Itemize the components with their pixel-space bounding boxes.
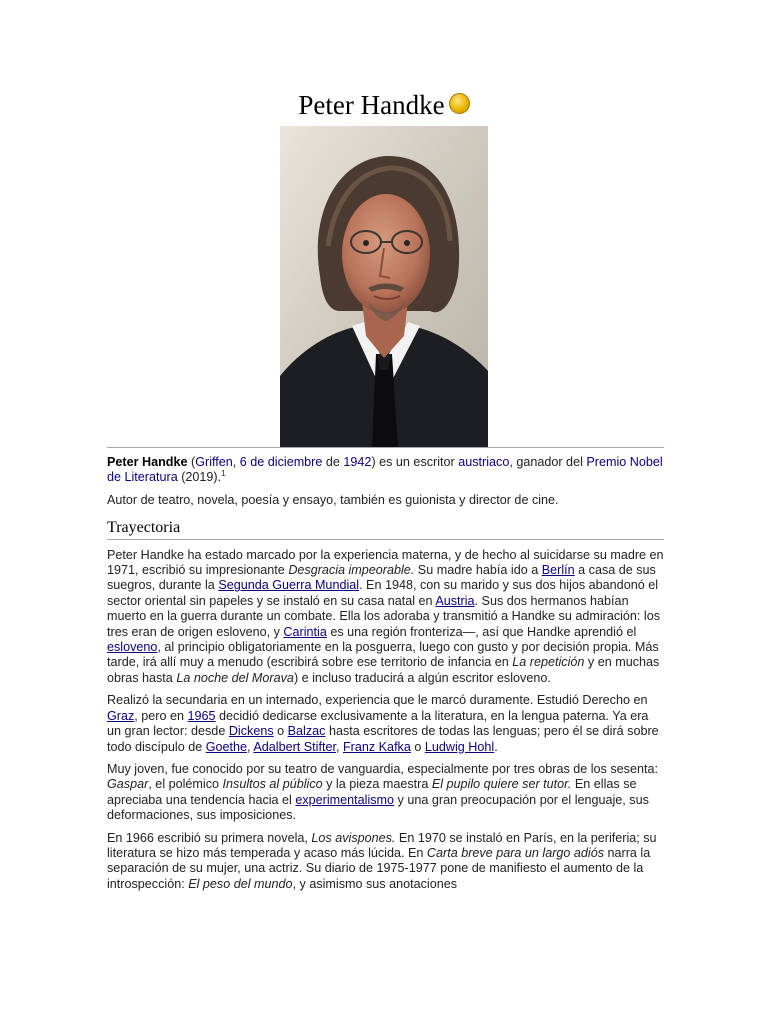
section-heading-trayectoria: Trayectoria [107, 520, 664, 539]
text-span: , al principio obligatoriamente en la posguerra, luego con gusto y por decisión propia. Más tarde, irá allí muy a menudo (escribirá sobre ese territorio de infancia en [107, 640, 659, 670]
text-span: Muy joven, fue conocido por su teatro de vanguardia, especialmente por tres obras de los sesenta: [107, 761, 658, 776]
page-title: Peter Handke [298, 90, 445, 120]
link-austria[interactable]: Austria [435, 593, 475, 608]
text-span: narra la separación de su mujer, una actriz. Su diario de 1975-1977 pone de manifiesto el aumento de la introspección: [107, 845, 651, 891]
text-span: y en muchas obras hasta [107, 655, 660, 685]
text-span: es una región fronteriza—, así que Handke aprendió el [326, 624, 637, 639]
text-span: , [247, 739, 254, 754]
text-span: . Sus dos hermanos habían muerto en la guerra durante un combate. Ella los adoraba y transmitió a Handke su admiración: los tres eran de origen esloveno, y [107, 593, 661, 639]
work-title: Los avispones. [311, 830, 396, 845]
paragraph-1 [107, 548, 664, 687]
link-experimentalismo[interactable]: experimentalismo [295, 792, 395, 807]
text-span: ) e incluso traducirá a algún escritor esloveno. [293, 670, 551, 685]
intro-paragraph [107, 455, 664, 486]
text-span: , pero en [134, 708, 188, 723]
text-span: ) es un escritor [371, 455, 459, 469]
nobel-medal-icon [449, 93, 470, 114]
work-title: Desgracia impeorable. [288, 563, 415, 578]
link-nobel-prize[interactable]: Premio Nobel de Literatura [107, 455, 663, 485]
work-title: Carta breve para un largo adiós [426, 845, 605, 860]
article-content [107, 455, 664, 899]
infobox-divider [107, 447, 664, 448]
text-span: , [335, 739, 343, 754]
text-span: y la pieza maestra [322, 777, 432, 792]
text-span: , el polémico [148, 777, 223, 792]
text-span: (2019). [177, 470, 222, 485]
work-title: El peso del mundo [188, 876, 293, 891]
text-span: hasta escritores de todas las lenguas; pero él se dirá sobre todo discípulo de [107, 724, 659, 754]
text-span: En 1970 se instaló en París, en la periferia; su literatura se hizo más temperada y acaso más lúcida. En [107, 830, 657, 860]
title-row [0, 90, 768, 121]
paragraph-4 [107, 831, 664, 893]
link-adalbert-stifter[interactable]: Adalbert Stifter [253, 739, 336, 754]
text-span: a casa de sus suegros, durante la [107, 563, 656, 593]
link-birth-year[interactable]: 1942 [343, 455, 372, 469]
text-span: o [273, 724, 288, 739]
work-title: Gaspar [107, 777, 149, 792]
link-balzac[interactable]: Balzac [287, 724, 326, 739]
work-title: La noche del Morava [176, 670, 294, 685]
link-austriaco[interactable]: austriaco [458, 455, 510, 469]
link-graz[interactable]: Graz [107, 708, 135, 723]
text-span: . [494, 739, 498, 754]
work-title: Insultos al público [222, 777, 323, 792]
link-1965[interactable]: 1965 [187, 708, 216, 723]
link-ludwig-hohl[interactable]: Ludwig Hohl [424, 739, 495, 754]
link-esloveno[interactable]: esloveno [107, 640, 158, 655]
paragraph-2 [107, 693, 664, 755]
text-span: En ellas se apreciaba una tendencia hacia el [107, 777, 637, 807]
text-span: Realizó la secundaria en un internado, experiencia que le marcó duramente. Estudió Derecho en [107, 693, 648, 708]
link-segunda-guerra-mundial[interactable]: Segunda Guerra Mundial [218, 578, 360, 593]
text-span: , y asimismo sus anotaciones [292, 876, 458, 891]
text-span: En 1966 escribió su primera novela, [107, 830, 312, 845]
paragraph-3 [107, 762, 664, 824]
text-span: , [232, 455, 240, 469]
text-span: Peter Handke ha estado marcado por la experiencia materna, y de hecho al suicidarse su madre en 1971, escribió su impresionante [107, 547, 664, 578]
portrait-photo [280, 126, 488, 447]
link-berlin[interactable]: Berlín [541, 563, 575, 578]
link-griffen[interactable]: Griffen [195, 455, 233, 469]
link-goethe[interactable]: Goethe [205, 739, 248, 754]
text-span: ( [187, 455, 196, 469]
link-birth-date[interactable]: 6 de diciembre [239, 455, 323, 469]
link-franz-kafka[interactable]: Franz Kafka [342, 739, 411, 754]
intro-summary: Autor de teatro, novela, poesía y ensayo, también es guionista y director de cine. [107, 492, 559, 507]
text-span: Su madre había ido a [414, 563, 542, 578]
text-span: decidió dedicarse exclusivamente a la literatura, en la lengua paterna. Ya era un gran lector: desde [107, 708, 649, 739]
subject-name: Peter Handke [107, 455, 188, 469]
text-span: , ganador del [509, 455, 587, 469]
link-carintia[interactable]: Carintia [283, 624, 327, 639]
work-title: El pupilo quiere ser tutor. [431, 777, 572, 792]
work-title: La repetición [512, 655, 585, 670]
reference-marker[interactable]: 1 [221, 469, 226, 479]
text-span: . En 1948, con su marido y sus dos hijos abandonó el sector oriental sin papeles y se instaló en su casa natal en [107, 578, 659, 608]
text-span: o [410, 739, 425, 754]
text-span: de [322, 455, 344, 469]
text-span: y una gran preocupación por el lenguaje, sus deformaciones, sus imposiciones. [107, 792, 649, 823]
link-dickens[interactable]: Dickens [228, 724, 274, 739]
